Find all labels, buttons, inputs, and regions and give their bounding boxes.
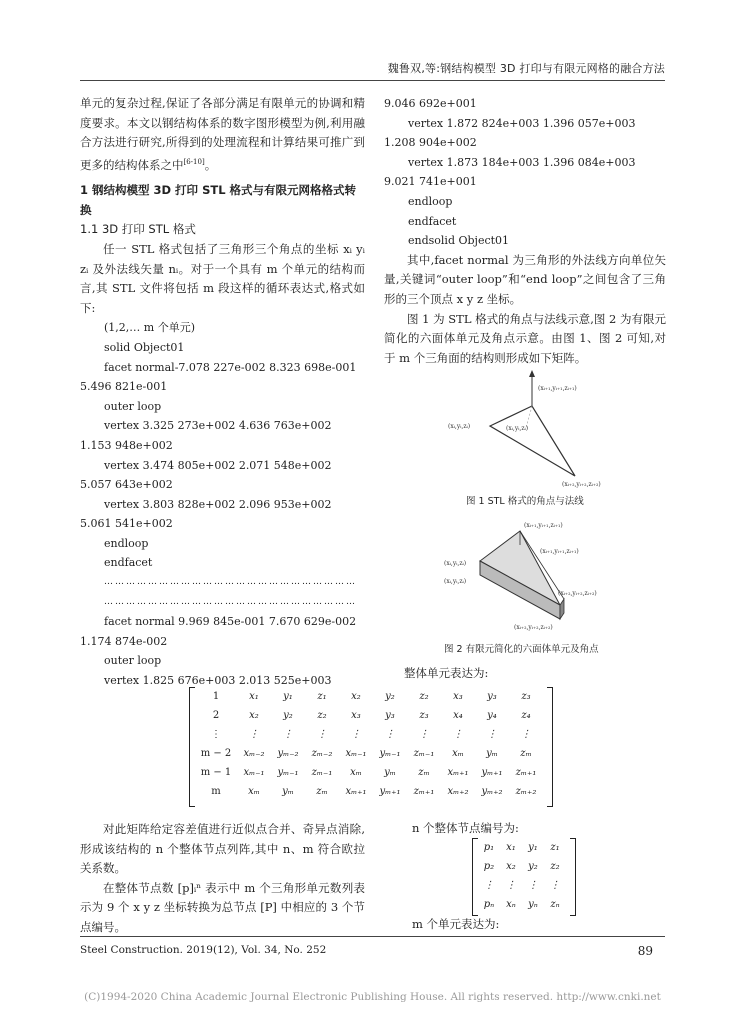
paragraph-figure-ref: 图 1 为 STL 格式的角点与法线示意,图 2 为有限元简化的六面体单元及角点示意。由图 1、图 2 可知,对于 m 个三角面的结构则形成如下矩阵。 bbox=[384, 311, 666, 365]
paragraph-node-merge: 对此矩阵给定容差值进行近似点合并、奇异点消除,形成该结构的 n 个整体节点列阵,其中 n、m 符合欧拉关系数。 bbox=[80, 822, 365, 876]
matrix-cell: x₃ bbox=[453, 691, 463, 702]
matrix-row bbox=[478, 857, 566, 876]
figure-1-caption: 图 1 STL 格式的角点与法线 bbox=[466, 496, 584, 507]
matrix-cell: xₘ₊₁ bbox=[447, 767, 469, 778]
code-line-cont: 1.174 874e-002 bbox=[80, 634, 168, 648]
code-line: solid Object01 bbox=[104, 340, 185, 354]
matrix-cell: zₘ₊₁ bbox=[413, 786, 435, 797]
matrix-row bbox=[195, 706, 543, 725]
node-label: n 个整体节点编号为: bbox=[412, 821, 519, 835]
matrix-cell: ⋮ bbox=[385, 729, 395, 740]
bottom-left-text bbox=[80, 820, 365, 938]
code-line-cont: 5.061 541e+002 bbox=[80, 517, 173, 531]
copyright-notice: (C)1994-2020 China Academic Journal Electronic Publishing House. All rights reserved. http://www.cnki.net bbox=[84, 991, 661, 1003]
matrix-cell: xₙ bbox=[506, 899, 516, 910]
matrix-cell: z₃ bbox=[419, 710, 429, 721]
matrix-cell: yₘ₋₂ bbox=[277, 748, 299, 759]
matrix-cell: y₄ bbox=[487, 710, 497, 721]
matrix-cell: z₂ bbox=[550, 861, 560, 872]
matrix-left-bracket bbox=[189, 687, 195, 807]
matrix-cell: yₙ bbox=[528, 899, 538, 910]
matrix-cell: ⋮ bbox=[419, 729, 429, 740]
code-line-cont: 9.021 741e+001 bbox=[384, 175, 477, 189]
code-line: outer loop bbox=[104, 654, 162, 668]
matrix-cell: yₘ₋₁ bbox=[277, 767, 299, 778]
code-line: vertex 3.803 828e+002 2.096 953e+002 bbox=[104, 497, 332, 511]
matrix-cell: m − 2 bbox=[200, 748, 232, 759]
matrix-row bbox=[195, 687, 543, 706]
vertex-label-left: (xᵢ,yᵢ,zᵢ) bbox=[448, 423, 471, 430]
matrix-cell: z₄ bbox=[521, 710, 531, 721]
code-line: endfacet bbox=[408, 214, 457, 228]
matrix-cell: z₂ bbox=[419, 691, 429, 702]
hex-vertex-label: (xᵢ₊₂,yᵢ₊₂,zᵢ₊₂) bbox=[514, 624, 553, 631]
paragraph-intro bbox=[80, 94, 365, 175]
triangle-facet bbox=[490, 406, 575, 476]
matrix-cell: x₃ bbox=[351, 710, 361, 721]
matrix-cell: 2 bbox=[212, 710, 220, 721]
element-matrix bbox=[195, 687, 547, 805]
footer-rule bbox=[80, 936, 665, 937]
right-column bbox=[384, 94, 666, 368]
matrix-cell: x₁ bbox=[506, 842, 516, 853]
matrix-cell: yₘ₊₁ bbox=[379, 786, 401, 797]
ellipsis-line: …………………………………………………………… bbox=[104, 596, 357, 607]
page-number: 89 bbox=[637, 944, 653, 958]
matrix-cell: ⋮ bbox=[506, 880, 516, 891]
figure-2-caption: 图 2 有限元简化的六面体单元及角点 bbox=[444, 644, 599, 655]
matrix-cell: ⋮ bbox=[484, 880, 494, 891]
matrix-cell: pₙ bbox=[483, 899, 495, 910]
code-line-cont: 1.208 904e+002 bbox=[384, 136, 477, 150]
running-header: 魏鲁双,等:钢结构模型 3D 打印与有限元网格的融合方法 bbox=[387, 62, 665, 75]
matrix-cell: m bbox=[211, 786, 221, 797]
section-heading-1: 1 钢结构模型 3D 打印 STL 格式与有限元网格格式转换 bbox=[80, 183, 357, 217]
matrix-cell: xₘ₋₁ bbox=[345, 748, 367, 759]
matrix-cell: yₘ₊₂ bbox=[481, 786, 503, 797]
matrix-table bbox=[195, 687, 543, 801]
matrix-cell: x₂ bbox=[351, 691, 361, 702]
header-rule bbox=[80, 80, 665, 81]
matrix-cell: xₘ₋₂ bbox=[243, 748, 265, 759]
code-line: endsolid Object01 bbox=[408, 234, 510, 248]
code-line: vertex 1.872 824e+003 1.396 057e+003 bbox=[408, 116, 636, 130]
code-line: endfacet bbox=[104, 556, 153, 570]
left-column bbox=[80, 94, 365, 691]
matrix-row bbox=[478, 838, 566, 857]
prism-side-face bbox=[560, 599, 564, 619]
normal-arrowhead bbox=[529, 370, 535, 377]
code-line-cont: 1.153 948e+002 bbox=[80, 438, 173, 452]
vertex-label-mid: (xᵢ,yᵢ,zᵢ) bbox=[506, 425, 529, 432]
matrix-cell: p₂ bbox=[483, 861, 495, 872]
matrix-cell: zₘ₊₁ bbox=[515, 767, 537, 778]
matrix-row bbox=[478, 895, 566, 914]
matrix-cell: ⋮ bbox=[317, 729, 327, 740]
matrix-cell: y₁ bbox=[528, 842, 538, 853]
matrix-row bbox=[195, 725, 543, 744]
matrix-cell: zₘ bbox=[418, 767, 430, 778]
code-line: vertex 3.325 273e+002 4.636 763e+002 bbox=[104, 419, 332, 433]
paragraph-facet-normal: 其中,facet normal 为三角形的外法线方向单位矢量,关键词“outer loop”和“end loop”之间包含了三角形的三个顶点 x y z 坐标。 bbox=[384, 252, 666, 306]
paragraph-intro-text: 单元的复杂过程,保证了各部分满足有限单元的协调和精度要求。本文以钢结构体系的数字图形模型为例,利用融合方法进行研究,所得到的处理流程和计算结果可推广到更多的结构体系之中 bbox=[80, 96, 365, 172]
code-line: outer loop bbox=[104, 399, 162, 413]
code-line: endloop bbox=[408, 194, 453, 208]
matrix-cell: ⋮ bbox=[249, 729, 259, 740]
matrix-cell: y₃ bbox=[385, 710, 395, 721]
matrix-cell: p₁ bbox=[483, 842, 495, 853]
matrix-row bbox=[195, 782, 543, 801]
ellipsis-line: …………………………………………………………… bbox=[104, 577, 357, 588]
matrix-cell: zₘ₊₂ bbox=[515, 786, 537, 797]
matrix-row bbox=[195, 744, 543, 763]
matrix-cell: m − 1 bbox=[200, 767, 232, 778]
hex-vertex-label: (xᵢ,yᵢ,zᵢ) bbox=[444, 560, 467, 567]
matrix-cell: zₘ bbox=[316, 786, 328, 797]
code-line: endloop bbox=[104, 536, 149, 550]
code-line-cont: 5.057 643e+002 bbox=[80, 478, 173, 492]
paragraph-intro-end: 。 bbox=[204, 157, 217, 172]
paragraph-node-numbering: 在整体节点数 [p]ᵢⁿ 表示中 m 个三角形单元数列表示为 9 个 x y z 坐标转换为总节点 [P] 中相应的 3 个节点编号。 bbox=[80, 880, 365, 934]
matrix-cell: y₂ bbox=[528, 861, 538, 872]
matrix-cell: x₂ bbox=[249, 710, 259, 721]
matrix-right-bracket bbox=[570, 838, 576, 916]
matrix-cell: xₘ bbox=[350, 767, 362, 778]
matrix-cell: y₂ bbox=[385, 691, 395, 702]
matrix-cell: zₘ bbox=[520, 748, 532, 759]
hex-vertex-label: (xᵢ,yᵢ,zᵢ) bbox=[444, 578, 467, 585]
code-line: facet normal 9.969 845e-001 7.670 629e-002 bbox=[104, 615, 357, 629]
matrix-cell: zₙ bbox=[550, 899, 560, 910]
hex-vertex-label: (xᵢ₊₁,yᵢ₊₁,zᵢ₊₁) bbox=[524, 522, 563, 529]
matrix-left-bracket bbox=[472, 838, 478, 916]
matrix-cell: ⋮ bbox=[487, 729, 497, 740]
matrix-cell: ⋮ bbox=[528, 880, 538, 891]
matrix-cell: ⋮ bbox=[283, 729, 293, 740]
figure-1-diagram bbox=[440, 368, 620, 490]
matrix-row bbox=[478, 876, 566, 895]
matrix-cell: xₘ bbox=[248, 786, 260, 797]
matrix-cell: z₃ bbox=[521, 691, 531, 702]
matrix-cell: ⋮ bbox=[521, 729, 531, 740]
matrix-cell: z₂ bbox=[317, 710, 327, 721]
code-line: vertex 3.474 805e+002 2.071 548e+002 bbox=[104, 458, 332, 472]
node-matrix-table bbox=[478, 838, 566, 914]
code-line: vertex 1.873 184e+003 1.396 084e+003 bbox=[408, 155, 636, 169]
matrix-cell: y₃ bbox=[487, 691, 497, 702]
subsection-heading-1-1: 1.1 3D 打印 STL 格式 bbox=[80, 222, 196, 237]
figure-2-diagram bbox=[440, 513, 620, 635]
code-line-cont: 9.046 692e+001 bbox=[384, 97, 477, 110]
matrix-cell: yₘ bbox=[486, 748, 498, 759]
code-line: facet normal-7.078 227e-002 8.323 698e-001 bbox=[104, 360, 357, 374]
matrix-right-bracket bbox=[547, 687, 553, 807]
matrix-cell: xₘ₊₁ bbox=[345, 786, 367, 797]
matrix-row bbox=[195, 763, 543, 782]
hex-vertex-label: (xᵢ₊₁,yᵢ₊₁,zᵢ₊₁) bbox=[540, 548, 579, 555]
element-label: m 个单元表达为: bbox=[412, 917, 500, 931]
matrix-cell: zₘ₋₂ bbox=[311, 748, 333, 759]
vertex-label-top: (xᵢ₊₁,yᵢ₊₁,zᵢ₊₁) bbox=[538, 385, 577, 392]
code-line-cont: 5.496 821e-001 bbox=[80, 380, 168, 394]
matrix-label: 整体单元表达为: bbox=[404, 666, 489, 680]
matrix-cell: zₘ₋₁ bbox=[311, 767, 333, 778]
matrix-cell: ⋮ bbox=[211, 729, 221, 740]
vertex-label-bottom: (xᵢ₊₂,yᵢ₊₂,zᵢ₊₂) bbox=[562, 481, 601, 488]
journal-citation: Steel Construction. 2019(12), Vol. 34, No. 252 bbox=[80, 944, 327, 956]
matrix-cell: xₘ₋₁ bbox=[243, 767, 265, 778]
matrix-cell: y₂ bbox=[283, 710, 293, 721]
matrix-cell: z₁ bbox=[317, 691, 327, 702]
hex-vertex-label: (xᵢ₊₂,yᵢ₊₂,zᵢ₊₂) bbox=[558, 590, 597, 597]
matrix-cell: x₂ bbox=[506, 861, 516, 872]
matrix-cell: y₁ bbox=[283, 691, 293, 702]
code-line: (1,2,… m 个单元) bbox=[104, 321, 195, 335]
matrix-cell: xₘ bbox=[452, 748, 464, 759]
matrix-cell: yₘ₊₁ bbox=[481, 767, 503, 778]
matrix-cell: ⋮ bbox=[351, 729, 361, 740]
matrix-cell: 1 bbox=[212, 691, 220, 702]
code-line: vertex 1.825 676e+003 2.013 525e+003 bbox=[104, 674, 332, 688]
reference-citation[interactable]: [6-10] bbox=[183, 157, 205, 166]
matrix-cell: yₘ₋₁ bbox=[379, 748, 401, 759]
matrix-cell: yₘ bbox=[384, 767, 396, 778]
paragraph-stl-format: 任一 STL 格式包括了三角形三个角点的坐标 xᵢ yᵢ zᵢ 及外法线矢量 nᵢ。对于一个具有 m 个单元的结构而言,其 STL 文件将包括 m 段这样的循环表达式,格式如下: bbox=[80, 241, 365, 315]
matrix-cell: x₁ bbox=[249, 691, 259, 702]
matrix-cell: yₘ bbox=[282, 786, 294, 797]
matrix-cell: x₄ bbox=[453, 710, 463, 721]
node-matrix bbox=[478, 838, 570, 914]
matrix-cell: ⋮ bbox=[550, 880, 560, 891]
matrix-cell: z₁ bbox=[550, 842, 560, 853]
matrix-cell: ⋮ bbox=[453, 729, 463, 740]
matrix-cell: xₘ₊₂ bbox=[447, 786, 469, 797]
matrix-cell: zₘ₋₁ bbox=[413, 748, 435, 759]
